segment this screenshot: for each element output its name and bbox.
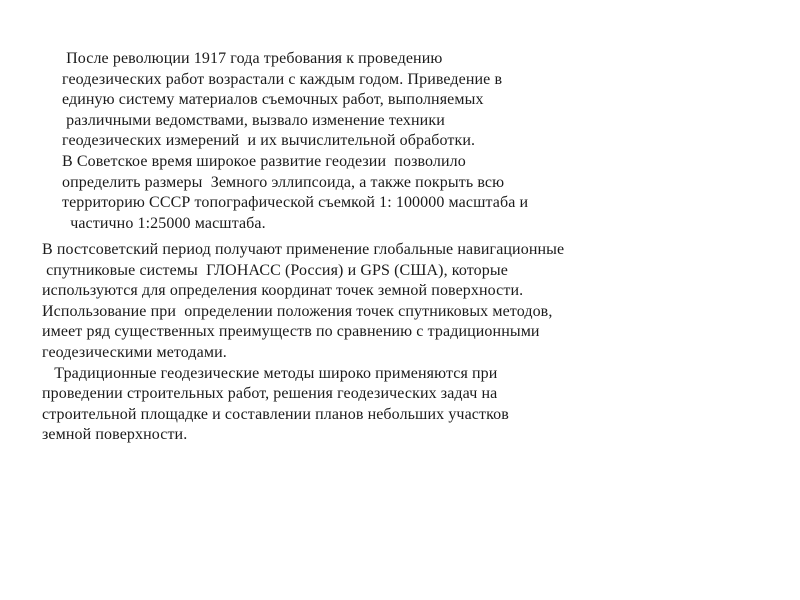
text-line: Использование при определении положения точек спутниковых методов, <box>42 302 553 320</box>
text-line: определить размеры Земного эллипсоида, а также покрыть всю <box>62 173 505 191</box>
text-line: используются для определения координат точек земной поверхности. <box>42 282 524 300</box>
text-line: проведении строительных работ, решения геодезических задач на <box>42 385 498 403</box>
text-line: геодезических измерений и их вычислительной обработки. <box>62 132 476 150</box>
text-line: Традиционные геодезические методы широко применяются при <box>42 364 498 382</box>
text-line: строительной площадке и составлении планов небольших участков <box>42 405 509 423</box>
text-line: различными ведомствами, вызвало изменение техники <box>62 111 445 129</box>
text-line: геодезических работ возрастали с каждым годом. Приведение в <box>62 70 503 88</box>
text-line: После революции 1917 года требования к проведению <box>62 50 443 67</box>
text-line: земной поверхности. <box>42 426 188 444</box>
text-line: В постсоветский период получают применение глобальные навигационные <box>42 241 565 258</box>
text-block-modern <box>42 240 564 446</box>
text-line: В Советское время широкое развитие геодезии позволило <box>62 152 466 170</box>
text-line: спутниковые системы ГЛОНАСС (Россия) и GPS (США), которые <box>42 261 508 279</box>
text-line: геодезическими методами. <box>42 343 227 361</box>
text-block-history <box>62 49 528 234</box>
text-line: территорию СССР топографической съемкой 1: 100000 масштаба и <box>62 194 529 212</box>
text-line: единую систему материалов съемочных работ, выполняемых <box>62 91 484 109</box>
text-line: имеет ряд существенных преимуществ по сравнению с традиционными <box>42 323 540 341</box>
text-line: частично 1:25000 масштаба. <box>62 214 266 232</box>
